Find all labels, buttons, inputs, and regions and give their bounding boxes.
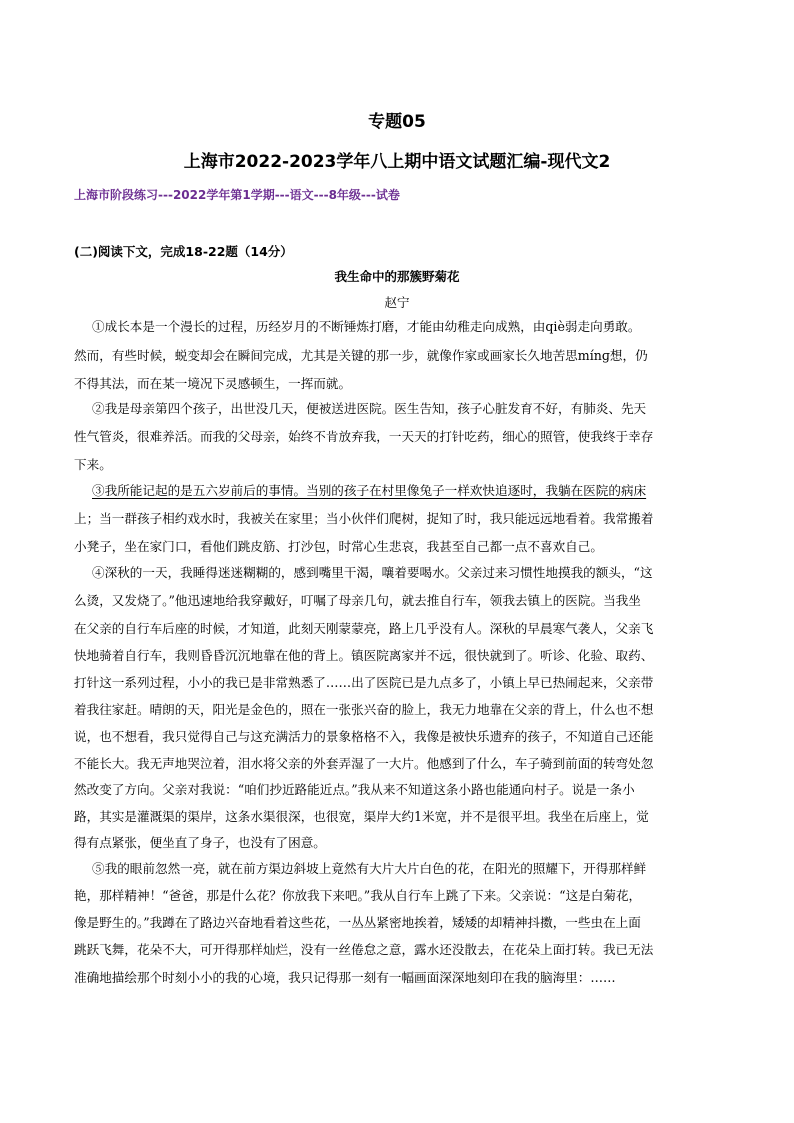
text-line: 下来。: [74, 457, 112, 472]
text-line: 上；当一群孩子相约戏水时，我被关在家里；当小伙伴们爬树，捉知了时，我只能远远地看着。我常搬着: [74, 511, 654, 526]
text-line: 么烫，又发烧了。”他迅速地给我穿戴好，叮嘱了母亲几句，就去推自行车，领我去镇上的医院。当我坐: [74, 593, 641, 608]
text-line: 不能长大。我无声地哭泣着，泪水将父亲的外套弄湿了一大片。他感到了什么，车子骑到前面的转弯处忽: [74, 756, 654, 771]
source-subtitle: 上海市阶段练习---2022学年第1学期---语文---8年级---试卷: [74, 188, 400, 202]
text-line: 跳跃飞舞，花朵不大，可开得那样灿烂，没有一丝倦怠之意，露水还没散去，在花朵上面打转。我已无法: [74, 942, 654, 957]
text-line: 然而，有些时候，蜕变却会在瞬间完成，尤其是关键的那一步，就像作家或画家长久地苦思mínɡ想，仍: [74, 348, 648, 363]
text-line: ②我是母亲第四个孩子，出世没几天，便被送进医院。医生告知，孩子心脏发育不好，有肺炎、先天: [92, 401, 647, 416]
text-line: 路，其实是灌溉渠的渠岸，这条水渠很深，也很宽，渠岸大约1米宽，并不是很平坦。我坐在后座上，觉: [74, 809, 649, 824]
text-line: 不得其法，而在某一境况下灵感顿生，一挥而就。: [74, 376, 352, 391]
text-line: 快地骑着自行车，我则昏昏沉沉地靠在他的背上。镇医院离家并不远，很快就到了。听诊、化验、取药、: [74, 648, 654, 663]
text-line-underlined: ③我所能记起的是五六岁前后的事情。当别的孩子在村里像兔子一样欢快追逐时，我躺在医院的病床: [92, 483, 647, 498]
text-line: 打针这一系列过程，小小的我已是非常熟悉了……出了医院已是九点多了，小镇上早已热闹起来，父亲带: [74, 675, 654, 690]
page-title: 上海市2022-2023学年八上期中语文试题汇编-现代文2: [183, 152, 611, 172]
text-line: 准确地描绘那个时刻小小的我的心境，我只记得那一刻有一幅画面深深地刻印在我的脑海里：……: [74, 970, 616, 985]
text-line: 像是野生的。”我蹲在了路边兴奋地看着这些花，一丛丛紧密地挨着，矮矮的却精神抖擞，一些虫在上面: [74, 915, 641, 930]
text-line: 着我往家赶。晴朗的天，阳光是金色的，照在一张张兴奋的脸上，我无力地靠在父亲的背上，什么也不想: [74, 702, 654, 717]
text-line: ④深秋的一天，我睡得迷迷糊糊的，感到嘴里干渴，嚷着要喝水。父亲过来习惯性地摸我的额头，“这: [92, 565, 653, 580]
text-line: 艳，那样精神！“爸爸，那是什么花？你放我下来吧。”我从自行车上跳了下来。父亲说：“这是白菊花，: [74, 888, 642, 903]
text-line: ⑤我的眼前忽然一亮，就在前方渠边斜坡上竟然有大片大片白色的花，在阳光的照耀下，开得那样鲜: [92, 861, 647, 876]
essay-author: 赵宁: [384, 295, 410, 310]
text-line: 小凳子，坐在家门口，看他们跳皮筋、打沙包，时常心生悲哀，我甚至自己都一点不喜欢自己。: [74, 539, 603, 554]
text-line: 性气管炎，很难养活。而我的父母亲，始终不肯放弃我，一天天的打针吃药，细心的照管，使我终于幸存: [74, 429, 654, 444]
topic-label: 专题05: [368, 112, 426, 132]
text-line: ①成长本是一个漫长的过程，历经岁月的不断锤炼打磨，才能由幼稚走向成熟，由qiè弱走向勇敢。: [92, 319, 641, 334]
question-heading: (二)阅读下文，完成18-22题（14分）: [74, 244, 293, 259]
essay-title: 我生命中的那簇野菊花: [334, 269, 460, 284]
text-line: 说，也不想看，我只觉得自己与这充满活力的景象格格不入，我像是被快乐遗弃的孩子，不知道自己还能: [74, 729, 654, 744]
text-line: 得有点紧张，便坐直了身子，也没有了困意。: [74, 835, 326, 850]
text-line: 在父亲的自行车后座的时候，才知道，此刻天刚蒙蒙亮，路上几乎没有人。深秋的早晨寒气袭人，父亲飞: [74, 621, 654, 636]
text-line: 然改变了方向。父亲对我说：“咱们抄近路能近点。”我从来不知道这条小路也能通向村子。说是一条小: [74, 782, 635, 797]
